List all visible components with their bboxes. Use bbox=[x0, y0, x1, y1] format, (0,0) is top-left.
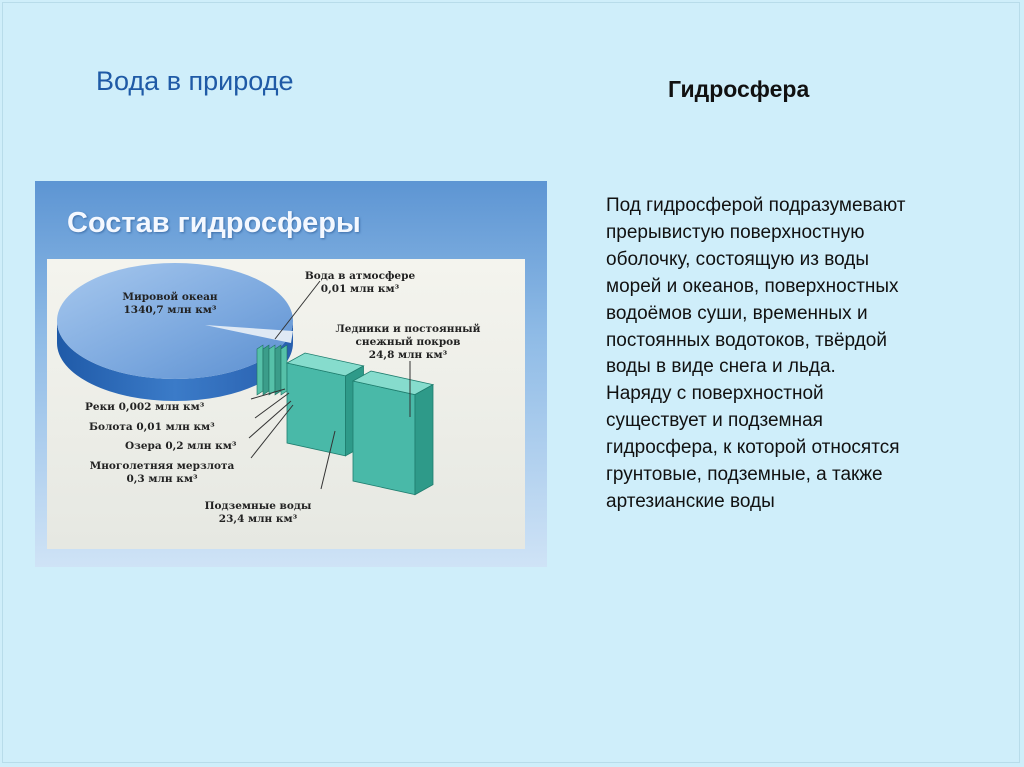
data-label: Болота 0,01 млн км³ bbox=[89, 421, 215, 433]
data-label: 0,3 млн км³ bbox=[126, 473, 198, 485]
description-line: воды в виде снега и льда. bbox=[606, 356, 836, 378]
slide-title: Вода в природе bbox=[96, 66, 294, 96]
data-label: Реки 0,002 млн км³ bbox=[85, 401, 205, 413]
data-label: 24,8 млн км³ bbox=[368, 349, 448, 361]
description-line: артезианские воды bbox=[606, 490, 775, 512]
hydrosphere-figure bbox=[35, 181, 547, 567]
bar-slice-1 bbox=[263, 345, 269, 395]
chart-title: Состав гидросферы bbox=[67, 207, 361, 239]
bar-slice-3 bbox=[275, 345, 281, 395]
data-label: 0,01 млн км³ bbox=[320, 283, 400, 295]
bar-glaciers-side bbox=[415, 385, 433, 495]
bar-slice-0 bbox=[257, 345, 263, 395]
data-label: Ледники и постоянный bbox=[335, 323, 481, 335]
description-text bbox=[606, 193, 986, 516]
data-label: Многолетняя мерзлота bbox=[89, 460, 235, 472]
description-line: Наряду с поверхностной bbox=[606, 383, 824, 405]
data-label: 1340,7 млн км³ bbox=[123, 304, 217, 316]
description-line: морей и океанов, поверхностных bbox=[606, 275, 899, 297]
description-line: прерывистую поверхностную bbox=[606, 221, 865, 243]
data-label: Мировой океан bbox=[122, 291, 218, 303]
description-line: Под гидросферой подразумевают bbox=[606, 195, 906, 216]
data-label: Вода в атмосфере bbox=[304, 270, 416, 282]
description-line: гидросфера, к которой относятся bbox=[606, 437, 900, 459]
description-line: постоянных водотоков, твёрдой bbox=[606, 329, 887, 351]
bar-glaciers-face bbox=[353, 381, 415, 495]
bar-groundwater-face bbox=[287, 363, 346, 456]
data-label: Озера 0,2 млн км³ bbox=[125, 440, 237, 452]
data-label: снежный покров bbox=[355, 336, 461, 348]
slide-subtitle: Гидросфера bbox=[668, 76, 810, 102]
description-line: оболочку, состоящую из воды bbox=[606, 248, 870, 270]
data-label: Подземные воды bbox=[204, 500, 312, 512]
description-line: существует и подземная bbox=[606, 410, 823, 432]
data-label: 23,4 млн км³ bbox=[218, 513, 298, 525]
bar-slice-4 bbox=[281, 345, 287, 395]
description-line: водоёмов суши, временных и bbox=[606, 302, 868, 324]
description-line: грунтовые, подземные, а также bbox=[606, 464, 883, 486]
bar-slice-2 bbox=[269, 345, 275, 395]
